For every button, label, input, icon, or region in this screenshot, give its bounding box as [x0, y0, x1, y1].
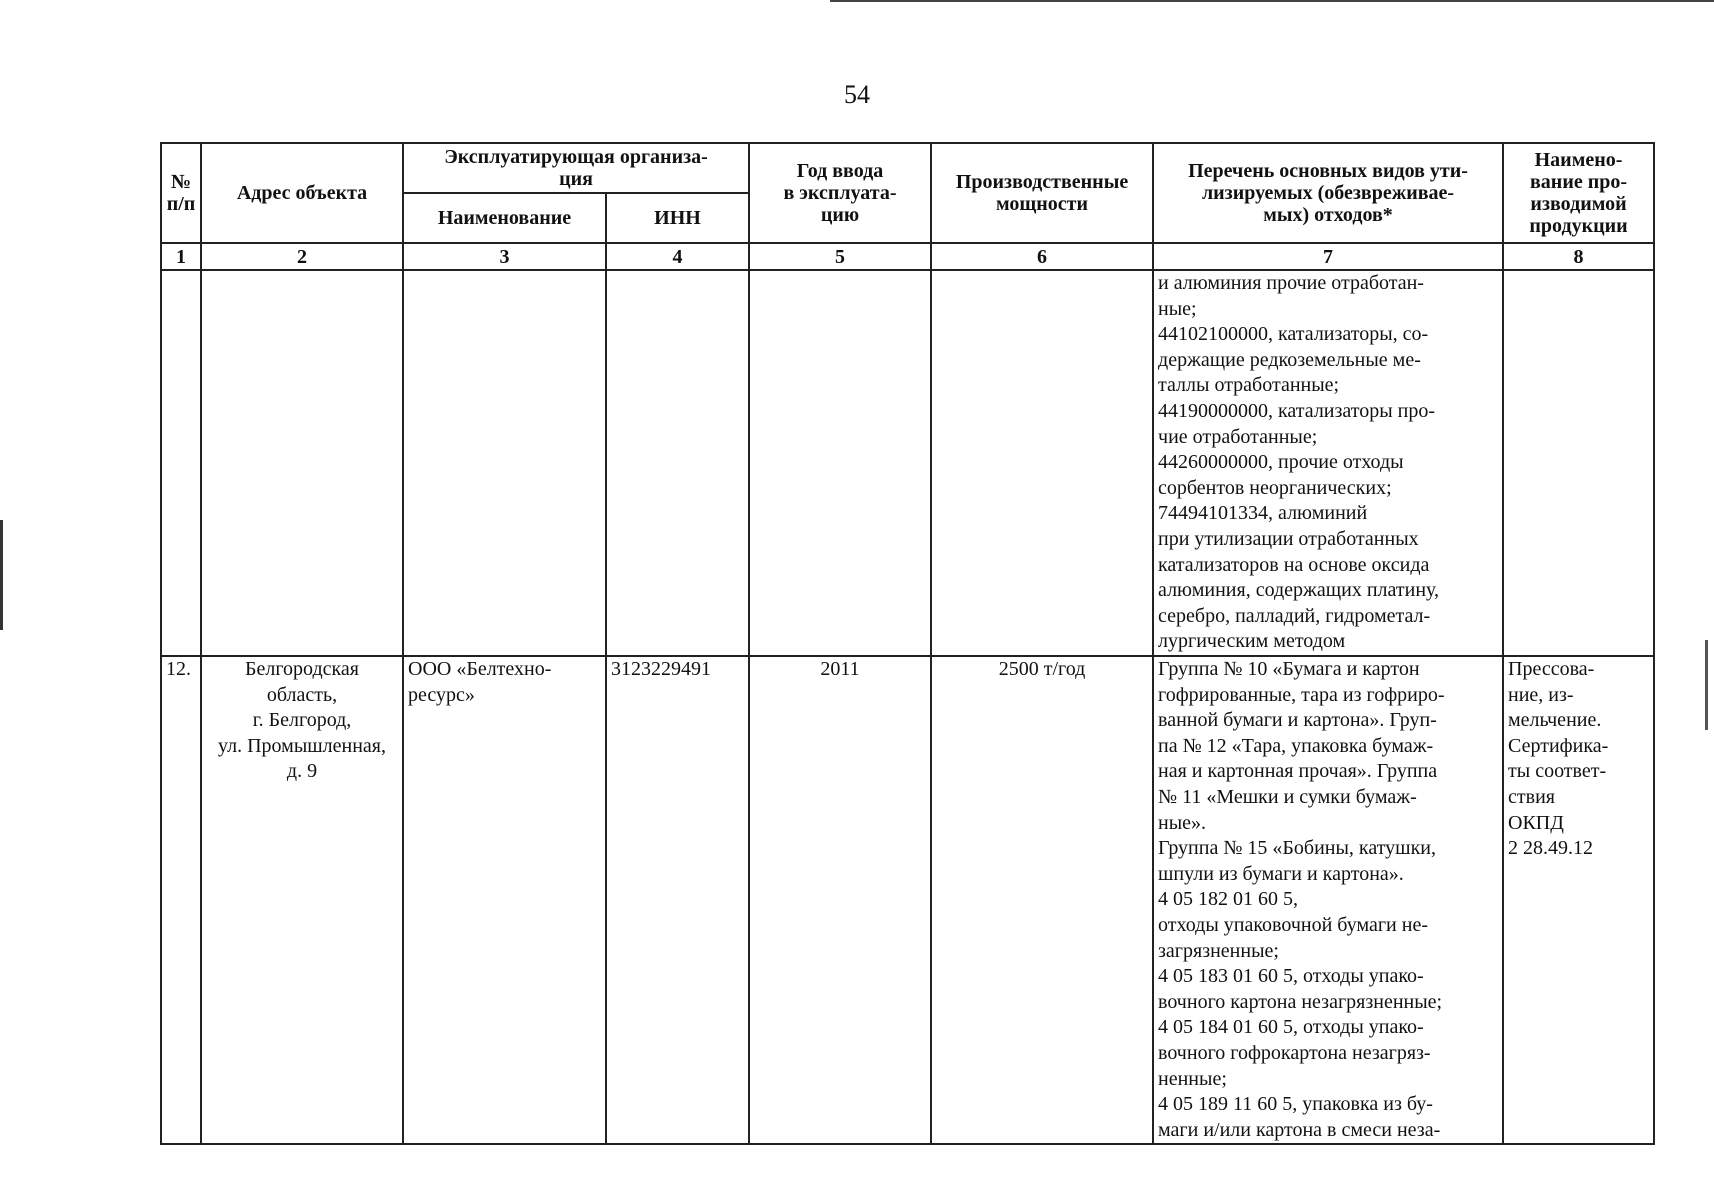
header-num: № п/п — [161, 143, 201, 243]
table-row — [161, 270, 1654, 656]
column-number: 6 — [931, 243, 1153, 270]
cell-num — [161, 270, 201, 656]
cell-product: Прессова- ние, из- мельчение. Сертифика- ты соответ- ствия ОКПД 2 28.49.12 — [1503, 656, 1654, 1144]
cell-inn — [606, 270, 749, 656]
column-number: 5 — [749, 243, 931, 270]
column-number: 7 — [1153, 243, 1503, 270]
cell-waste: и алюминия прочие отработан- ные; 44102100000, катализаторы, со- держащие редкоземельные ме- таллы отработанные; 44190000000, катализаторы про- чие отработанные; 44260000000, прочие отходы сорбентов неорганических; 74494101334, алюминий при утилизации отработанных катализаторов на основе оксида алюминия, содержащих платину, серебро, палладий, гидрометал- лургическим методом — [1153, 270, 1503, 656]
header-operator: Эксплуатирующая организа- ция — [403, 143, 749, 193]
waste-facilities-table — [160, 142, 1655, 1145]
column-number: 3 — [403, 243, 606, 270]
header-year: Год ввода в эксплуата- цию — [749, 143, 931, 243]
cell-year — [749, 270, 931, 656]
cell-num: 12. — [161, 656, 201, 1144]
left-scan-mark — [0, 520, 3, 630]
page-number: 54 — [844, 80, 870, 109]
top-scan-rule — [830, 0, 1714, 2]
cell-capacity: 2500 т/год — [931, 656, 1153, 1144]
header-waste: Перечень основных видов ути- лизируемых (обезвреживае- мых) отходов* — [1153, 143, 1503, 243]
header-inn: ИНН — [606, 193, 749, 243]
cell-year: 2011 — [749, 656, 931, 1144]
header-row — [161, 143, 1654, 193]
header-capacity: Производственные мощности — [931, 143, 1153, 243]
table-row — [161, 656, 1654, 1144]
cell-inn: 3123229491 — [606, 656, 749, 1144]
header-name: Наименование — [403, 193, 606, 243]
cell-product — [1503, 270, 1654, 656]
column-number: 8 — [1503, 243, 1654, 270]
cell-name — [403, 270, 606, 656]
cell-address — [201, 270, 403, 656]
header-address: Адрес объекта — [201, 143, 403, 243]
cell-capacity — [931, 270, 1153, 656]
cell-name: ООО «Белтехно- ресурс» — [403, 656, 606, 1144]
right-scan-mark — [1705, 640, 1708, 730]
column-number: 2 — [201, 243, 403, 270]
column-number: 4 — [606, 243, 749, 270]
cell-waste: Группа № 10 «Бумага и картон гофрированные, тара из гофриро- ванной бумаги и картона». Груп- па № 12 «Тара, упаковка бумаж- ная и картонная прочая». Группа № 11 «Мешки и сумки бумаж- ные». Группа № 15 «Бобины, катушки, шпули из бумаги и картона». 4 05 182 01 60 5, отходы упаковочной бумаги не- загрязненные; 4 05 183 01 60 5, отходы упако- вочного картона незагрязненные; 4 05 184 01 60 5, отходы упако- вочного гофрокартона незагряз- ненные; 4 05 189 11 60 5, упаковка из бу- маги и/или картона в смеси неза- — [1153, 656, 1503, 1144]
header-product: Наимено- вание про- изводимой продукции — [1503, 143, 1654, 243]
cell-address: Белгородская область, г. Белгород, ул. Промышленная, д. 9 — [201, 656, 403, 1144]
column-number: 1 — [161, 243, 201, 270]
column-numbers-row — [161, 243, 1654, 270]
